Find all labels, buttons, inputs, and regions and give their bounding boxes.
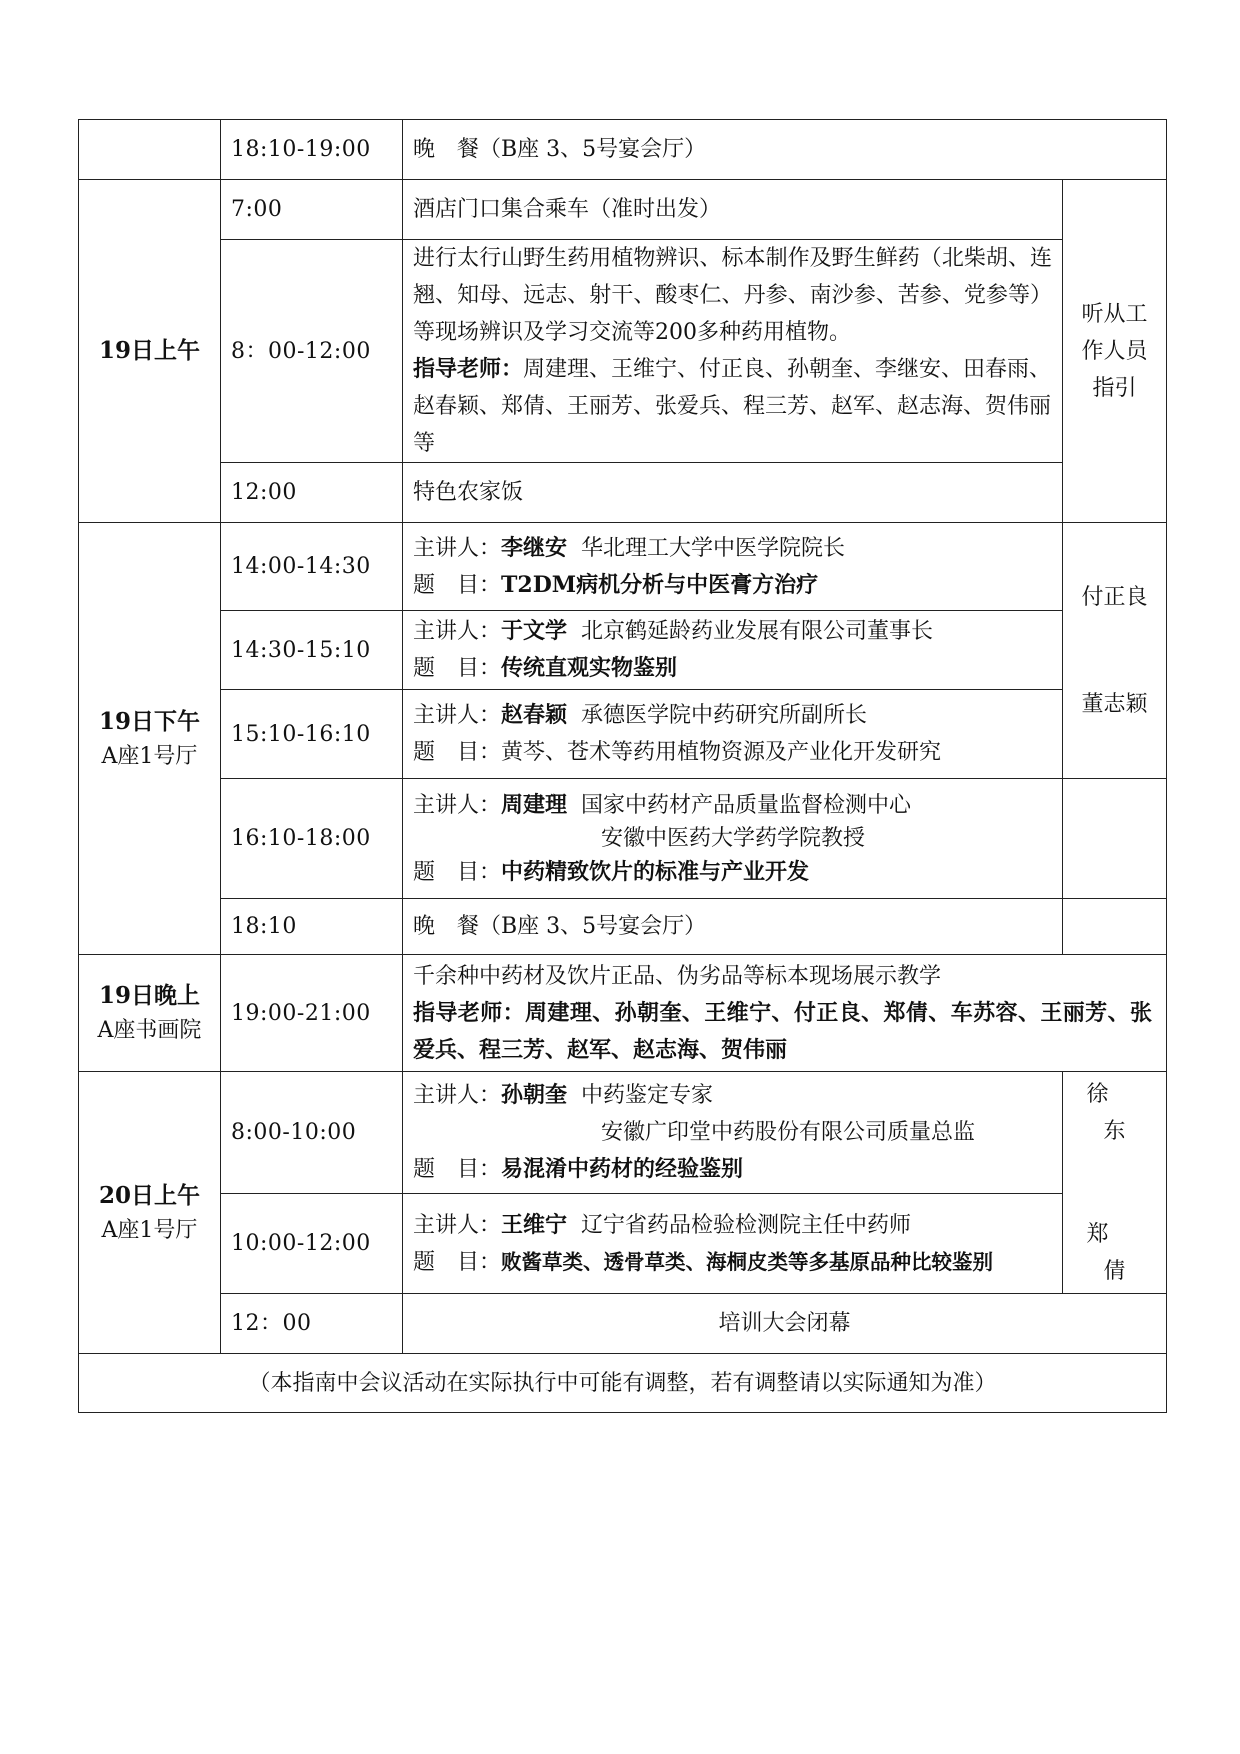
activity-cell [403, 240, 1063, 463]
time-cell: 14:00-14:30 [221, 523, 403, 611]
table-row [79, 180, 1167, 240]
speaker-label: 主讲人： [413, 1083, 502, 1108]
time-cell: 18:10 [221, 899, 403, 955]
dinner-text: 晚 餐（B座 3、5号宴会厅） [403, 899, 1063, 955]
guide-line [413, 351, 1052, 462]
speaker-line [413, 787, 1052, 824]
table-row [79, 955, 1167, 1072]
topic-line [413, 567, 1052, 604]
table-row [79, 690, 1167, 779]
speaker-name: 赵春颖 [501, 702, 568, 728]
topic-title: T2DM病机分析与中医膏方治疗 [501, 571, 819, 598]
host-line: 听从工 [1081, 301, 1148, 327]
speaker-line [413, 697, 1052, 734]
topic-label: 题 目： [413, 572, 502, 598]
time-cell: 14:30-15:10 [221, 611, 403, 690]
guide-names: 周建理、孙朝奎、王维宁、付正良、郑倩、车苏容、王丽芳、张爱兵、程三芳、赵军、赵志海、贺伟丽 [413, 999, 1152, 1063]
dinner-text: 晚 餐（B座 3、5号宴会厅） [403, 120, 1167, 180]
time-cell: 12:00 [221, 463, 403, 523]
host-name: 付正良 [1081, 584, 1148, 610]
speaker-label: 主讲人： [413, 619, 502, 644]
topic-label: 题 目： [413, 656, 502, 681]
lecture-cell [403, 1194, 1063, 1294]
time-cell: 8:00-10:00 [221, 1072, 403, 1194]
speaker-label: 主讲人： [413, 792, 502, 818]
topic-label: 题 目： [413, 859, 502, 885]
lecture-cell [403, 779, 1063, 899]
speaker-name: 李继安 [501, 534, 568, 561]
day-cell-19-am [79, 180, 221, 523]
speaker-line [413, 613, 1052, 650]
table-row [79, 611, 1167, 690]
table-row [79, 899, 1167, 955]
table-row [79, 779, 1167, 899]
time-cell: 7:00 [221, 180, 403, 240]
speaker-affiliation: 辽宁省药品检验检测院主任中药师 [581, 1212, 912, 1238]
speaker-affiliation-2: 安徽中医药大学药学院教授 [601, 825, 866, 851]
time-cell: 16:10-18:00 [221, 779, 403, 899]
table-row [79, 1072, 1167, 1194]
speaker-name: 于文学 [501, 618, 568, 644]
speaker-affiliation: 承德医学院中药研究所副所长 [581, 703, 868, 728]
speaker-affiliation-2: 安徽广印堂中药股份有限公司质量总监 [601, 1120, 976, 1145]
activity-text: 千余种中药材及饮片正品、伪劣品等标本现场展示教学 [413, 963, 942, 989]
footnote: （本指南中会议活动在实际执行中可能有调整，若有调整请以实际通知为准） [79, 1354, 1167, 1413]
host-cell [1063, 1072, 1167, 1294]
day-room: A座1号厅 [101, 743, 198, 769]
lecture-cell [403, 690, 1063, 779]
activity-cell [403, 955, 1167, 1072]
topic-title: 中药精致饮片的标准与产业开发 [501, 858, 810, 885]
table-row [79, 1354, 1167, 1413]
speaker-affiliation: 北京鹤延龄药业发展有限公司董事长 [581, 619, 934, 644]
guide-names: 周建理、王维宁、付正良、孙朝奎、李继安、田春雨、赵春颖、郑倩、王丽芳、张爱兵、程三芳、赵军、赵志海、贺伟丽等 [413, 357, 1052, 456]
guide-label: 指导老师： [413, 356, 524, 382]
day-cell-20-am [79, 1072, 221, 1354]
speaker-affiliation: 国家中药材产品质量监督检测中心 [581, 792, 912, 818]
speaker-line [413, 530, 1052, 567]
day-cell-19-eve [79, 955, 221, 1072]
topic-title: 败酱草类、透骨草类、海桐皮类等多基原品种比较鉴别 [501, 1249, 994, 1274]
speaker-name: 周建理 [501, 791, 568, 818]
time-cell: 18:10-19:00 [221, 120, 403, 180]
host-cell [1063, 523, 1167, 779]
host-name: 徐东 [1086, 1081, 1160, 1144]
speaker-name: 王维宁 [501, 1211, 568, 1238]
guide-line [413, 995, 1152, 1069]
host-cell [1063, 180, 1167, 523]
time-cell: 15:10-16:10 [221, 690, 403, 779]
day-room: A座书画院 [97, 1018, 202, 1043]
speaker-line [413, 1207, 1052, 1244]
host-name: 董志颖 [1081, 691, 1148, 717]
host-line: 指引 [1092, 375, 1137, 401]
table-row [79, 1194, 1167, 1294]
day-title: 19日下午 [98, 707, 200, 735]
topic-line [413, 854, 1052, 891]
guide-label: 指导老师： [413, 999, 526, 1026]
activity-text: 酒店门口集合乘车（准时出发） [403, 180, 1063, 240]
lecture-cell [403, 1072, 1063, 1194]
day-cell-19-pm [79, 523, 221, 955]
topic-line [413, 650, 1052, 687]
time-cell: 10:00-12:00 [221, 1194, 403, 1294]
speaker-line [413, 1077, 1052, 1114]
speaker-affiliation: 华北理工大学中医学院院长 [581, 535, 846, 561]
speaker-label: 主讲人： [413, 535, 502, 561]
table-row [79, 463, 1167, 523]
time-cell: 8：00-12:00 [221, 240, 403, 463]
speaker-label: 主讲人： [413, 703, 502, 728]
lecture-cell [403, 611, 1063, 690]
day-cell [79, 120, 221, 180]
speaker-affiliation: 中药鉴定专家 [581, 1083, 714, 1108]
topic-line [413, 734, 1052, 771]
host-name: 郑倩 [1086, 1221, 1160, 1284]
activity-text: 进行太行山野生药用植物辨识、标本制作及野生鲜药（北柴胡、连翘、知母、远志、射干、酸枣仁、丹参、南沙参、苦参、党参等）等现场辨识及学习交流等200多种药用植物。 [413, 246, 1052, 345]
topic-line [413, 1151, 1052, 1188]
table-row [79, 240, 1167, 463]
day-title: 19日晚上 [98, 982, 200, 1009]
speaker-name: 孙朝奎 [501, 1082, 568, 1108]
day-room: A座1号厅 [101, 1217, 198, 1243]
host-cell [1063, 899, 1167, 955]
closing-text: 培训大会闭幕 [403, 1294, 1167, 1354]
topic-label: 题 目： [413, 740, 502, 765]
lecture-cell [403, 523, 1063, 611]
topic-line [413, 1244, 1052, 1281]
topic-title: 黄芩、苍术等药用植物资源及产业化开发研究 [501, 740, 942, 765]
topic-label: 题 目： [413, 1157, 502, 1182]
topic-label: 题 目： [413, 1249, 502, 1275]
table-row [79, 523, 1167, 611]
topic-title: 易混淆中药材的经验鉴别 [501, 1156, 744, 1182]
day-title: 19日上午 [98, 337, 200, 364]
topic-title: 传统直观实物鉴别 [501, 655, 678, 681]
host-cell [1063, 779, 1167, 899]
time-cell: 19:00-21:00 [221, 955, 403, 1072]
table-row [79, 1294, 1167, 1354]
speaker-label: 主讲人： [413, 1212, 502, 1238]
host-line: 作人员 [1081, 338, 1148, 364]
time-cell: 12：00 [221, 1294, 403, 1354]
activity-text: 特色农家饭 [403, 463, 1063, 523]
day-title: 20日上午 [98, 1181, 200, 1209]
table-row [79, 120, 1167, 180]
schedule-table [78, 119, 1167, 1413]
